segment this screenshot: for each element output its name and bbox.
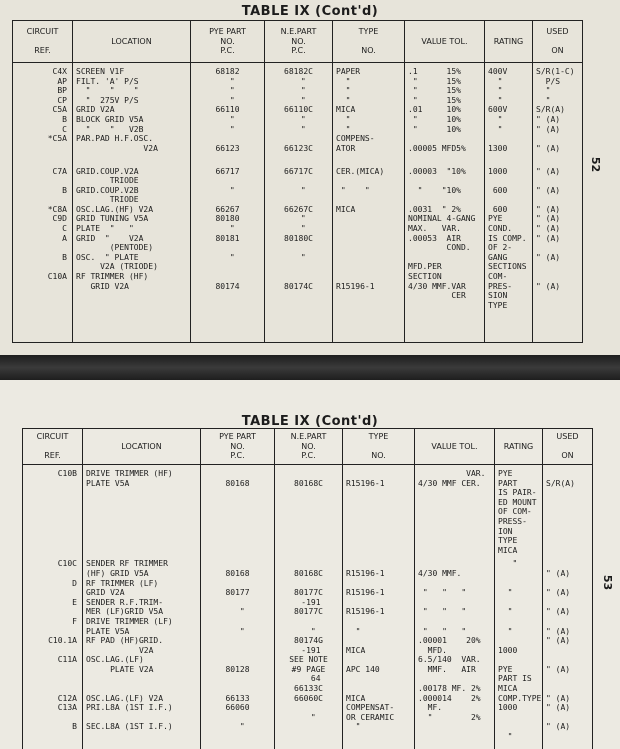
cell-value: .1 15% " 15% " 15% " 15% .01 10% " 10% " 10% .00005 MFD5% [405, 63, 485, 163]
cell-pye: 68182 " " " 66110 " " 66123 [191, 63, 265, 163]
cell-used: " (A) " (A) " (A) " (A) " (A) " (A) " (A) " (A) " (A) [543, 555, 593, 749]
column-header-ref: CIRCUIT REF. [13, 21, 73, 63]
cell-value: VAR. 4/30 MMF CER. [415, 465, 495, 556]
cell-ref: C4X AP BP CP C5A B C *C5A [13, 63, 73, 163]
column-header-value: VALUE TOL. [405, 21, 485, 63]
column-header-location: LOCATION [73, 21, 191, 63]
column-header-rating: RATING [495, 429, 543, 465]
cell-ne: 80168C 80177C -191 80177C " 80174G -191 SEE NOTE #9 PAGE 64 66133C 66060C " [275, 555, 343, 749]
column-header-location: LOCATION [83, 429, 201, 465]
page-gap [0, 355, 620, 380]
page-number: 52 [589, 156, 603, 173]
cell-pye: 80168 [201, 465, 275, 556]
column-header-used: USED ON [543, 429, 593, 465]
cell-location: GRID.COUP.V2A TRIODE GRID.COUP.V2B TRIODE OSC.LAG.(HF) V2A GRID TUNING V5A PLATE " " GRID " V2A (PENTODE) OSC. " PLATE V2A (TRIODE) RF TRIMMER (HF) GRID V2A [73, 163, 191, 343]
page-number: 53 [601, 574, 615, 591]
cell-location: SENDER RF TRIMMER (HF) GRID V5A RF TRIMMER (LF) GRID V2A SENDER R.F.TRIM- MER (LF)GRID V5A DRIVE TRIMMER (LF) PLATE V5A RF PAD (HF)GRID. V2A OSC.LAG.(LF) PLATE V2A OSC.LAG.(LF) V2A PRI.L8A (1ST I.F.) SEC.L8A (1ST I.F.) [83, 555, 201, 749]
table-title: TABLE IX (Cont'd) [241, 414, 379, 429]
cell-ref: C10B [23, 465, 83, 556]
column-header-rating: RATING [485, 21, 533, 63]
cell-type: CER.(MICA) " " MICA R15196-1 [333, 163, 405, 343]
cell-rating: 1000 600 600 PYE COND. IS COMP. OF 2- GANG SECTIONS COM- PRES- SION TYPE [485, 163, 533, 343]
cell-value: 4/30 MMF. " " " " " " " " " .00001 20% MFD. 6.5/140 VAR. MMF. AIR .00178 MF. 2% .000014 2% MF. " 2% [415, 555, 495, 749]
cell-ref: C10C D E F C10.1A C11A C12A C13A B [23, 555, 83, 749]
column-header-type: TYPE NO. [343, 429, 415, 465]
column-header-used: USED ON [533, 21, 583, 63]
cell-type: R15196-1 [343, 465, 415, 556]
column-header-value: VALUE TOL. [415, 429, 495, 465]
table-row [13, 63, 583, 163]
column-header-type: TYPE NO. [333, 21, 405, 63]
table-row [23, 465, 593, 556]
cell-type: PAPER " " " MICA " " COMPENS- ATOR [333, 63, 405, 163]
cell-ne: 68182C " " " 66110C " " 66123C [265, 63, 333, 163]
cell-rating: " " " " 1000 PYE PART IS MICA COMP.TYPE 1000 " [495, 555, 543, 749]
column-header-pye: PYE PART NO. P.C. [201, 429, 275, 465]
manual-page-52 [0, 0, 620, 355]
cell-ne: 66717C " 66267C " " 80180C " 80174C [265, 163, 333, 343]
cell-ne: 80168C [275, 465, 343, 556]
column-header-ne: N.E.PART NO. P.C. [265, 21, 333, 63]
cell-ref: C7A B *C8A C9D C A B C10A [13, 163, 73, 343]
table-row [23, 555, 593, 749]
cell-pye: 80168 80177 " " 80128 66133 66060 " [201, 555, 275, 749]
cell-value: .00003 "10% " "10% .0031 " 2% NOMINAL 4-GANG MAX. VAR. .00053 AIR COND. MFD.PER SECTION 4/30 MMF.VAR CER [405, 163, 485, 343]
cell-rating: PYE PART IS PAIR- ED MOUNT OF COM- PRESS- ION TYPE MICA [495, 465, 543, 556]
parts-table-top [12, 20, 583, 343]
cell-used: S/R(1-C) P/S " " S/R(A) " (A) " (A) " (A) [533, 63, 583, 163]
table-row [13, 163, 583, 343]
cell-rating: 400V " " " 600V " " 1300 [485, 63, 533, 163]
manual-page-53 [0, 380, 620, 749]
table-title: TABLE IX (Cont'd) [241, 4, 379, 19]
cell-pye: 66717 " 66267 80180 " 80181 " 80174 [191, 163, 265, 343]
parts-table-bottom [22, 428, 593, 749]
cell-location: DRIVE TRIMMER (HF) PLATE V5A [83, 465, 201, 556]
cell-used: S/R(A) [543, 465, 593, 556]
column-header-ne: N.E.PART NO. P.C. [275, 429, 343, 465]
column-header-pye: PYE PART NO. P.C. [191, 21, 265, 63]
cell-type: R15196-1 R15196-1 R15196-1 " MICA APC 140 MICA COMPENSAT- OR CERAMIC " [343, 555, 415, 749]
cell-used: " (A) " (A) " (A) " (A) " (A) " (A) " (A) " (A) [533, 163, 583, 343]
cell-location: SCREEN V1F FILT. 'A' P/S " " " " 275V P/S GRID V2A BLOCK GRID V5A " " V2B PAR.PAD H.F.OSC. V2A [73, 63, 191, 163]
column-header-ref: CIRCUIT REF. [23, 429, 83, 465]
